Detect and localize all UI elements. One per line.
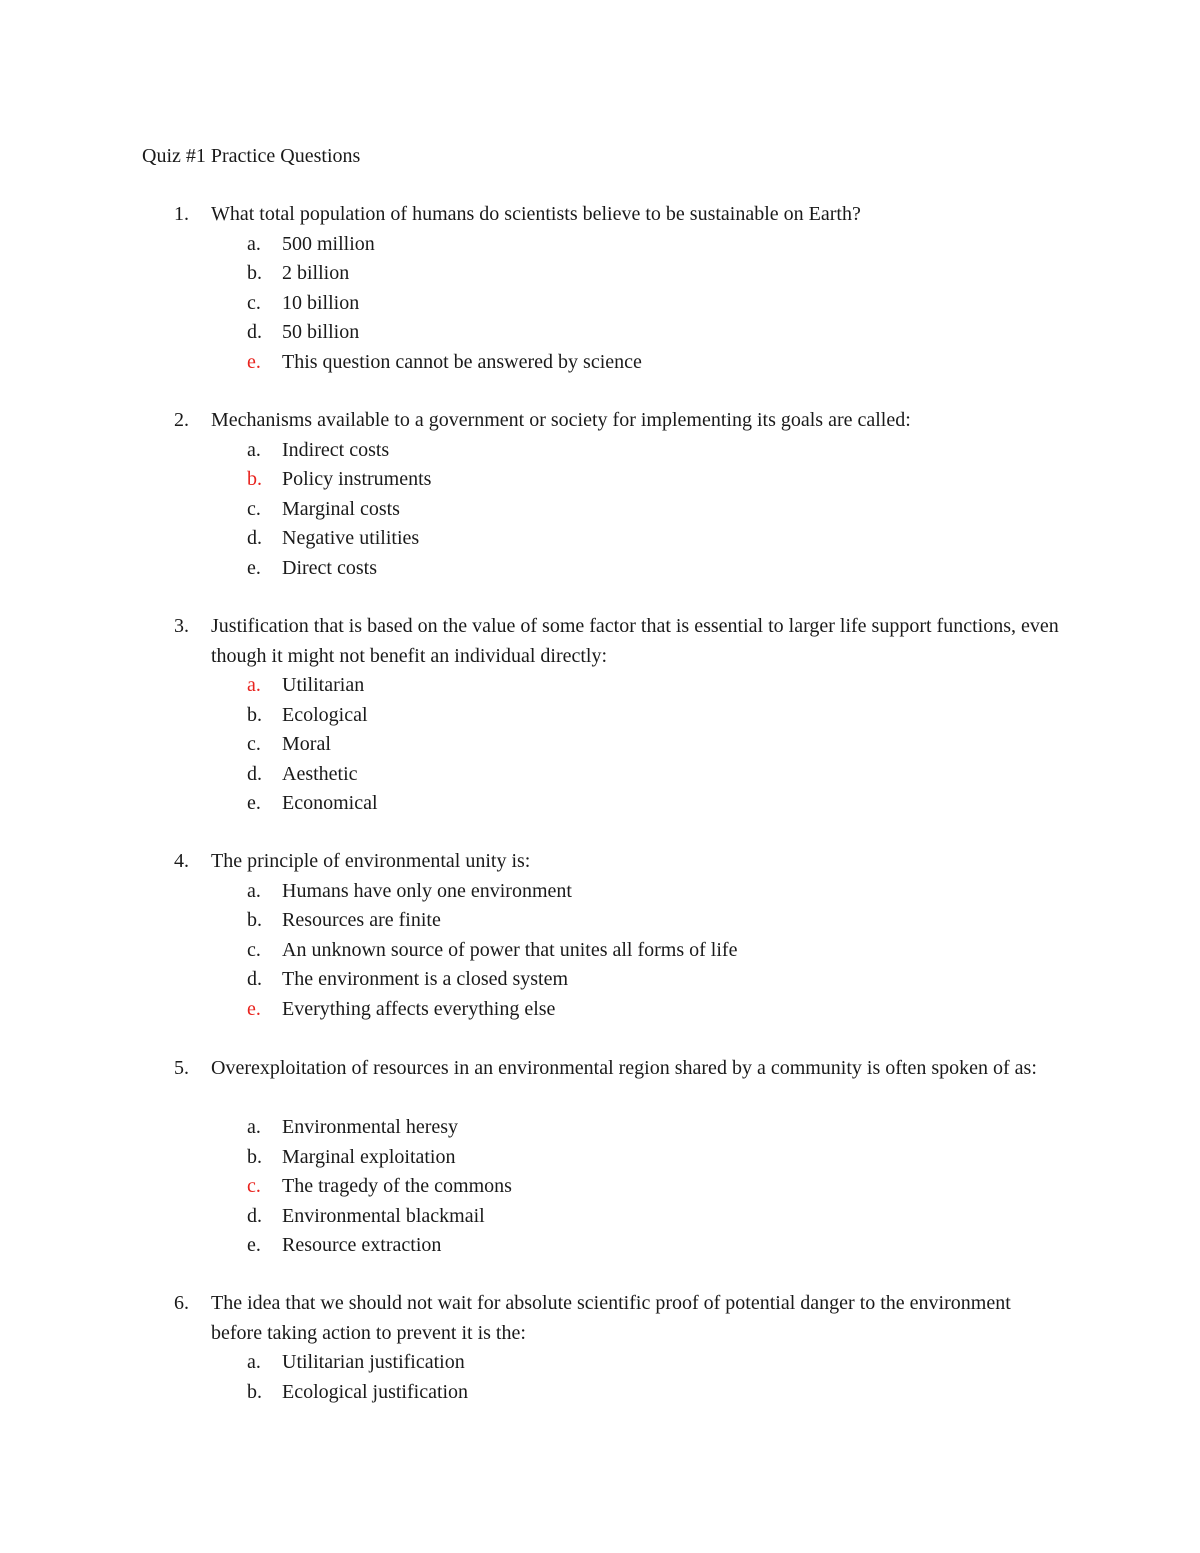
answer-option (0, 289, 1200, 319)
question-text: What total population of humans do scientists believe to be sustainable on Earth? (211, 203, 861, 225)
option-text: 2 billion (282, 262, 350, 284)
option-letter: d. (247, 762, 262, 785)
answer-option (0, 259, 1200, 289)
correct-option-letter: e. (247, 997, 261, 1020)
answer-option (0, 465, 1200, 495)
option-letter: d. (247, 968, 262, 990)
correct-option-letter: e. (247, 350, 261, 373)
answer-options (0, 877, 1200, 1025)
option-text: Utilitarian (282, 674, 365, 696)
option-text: Humans have only one environment (282, 879, 572, 902)
option-letter: c. (247, 291, 261, 314)
answer-option (0, 671, 1200, 701)
option-letter: a. (247, 879, 261, 902)
answer-option (0, 906, 1200, 936)
question-number: 5. (174, 1057, 189, 1079)
option-letter: b. (247, 703, 262, 726)
question-text: Justification that is based on the value of some factor that is essential to larger life support functions, even though it might not benefit an individual directly: (211, 615, 1059, 667)
answer-option (0, 495, 1200, 525)
option-letter: c. (247, 733, 261, 755)
answer-option (0, 730, 1200, 760)
answer-option (0, 760, 1200, 790)
answer-option (0, 230, 1200, 260)
option-letter: e. (247, 792, 261, 814)
option-text: Everything affects everything else (282, 997, 556, 1020)
question-number: 1. (174, 203, 189, 225)
option-text: Moral (282, 733, 331, 755)
option-text: An unknown source of power that unites all forms of life (282, 938, 738, 961)
question-text: The principle of environmental unity is: (211, 850, 531, 872)
answer-option (0, 877, 1200, 907)
question-number: 2. (174, 409, 189, 431)
answer-option (0, 936, 1200, 966)
answer-option (0, 789, 1200, 819)
option-text: 500 million (282, 232, 375, 255)
option-text: Environmental blackmail (282, 1204, 485, 1227)
option-text: Ecological justification (282, 1380, 469, 1403)
option-letter: d. (247, 1204, 262, 1227)
answer-option (0, 554, 1200, 584)
option-text: Aesthetic (282, 762, 358, 785)
answer-options (0, 1348, 1200, 1407)
option-letter: e. (247, 556, 261, 579)
answer-option (0, 1231, 1200, 1261)
option-letter: d. (247, 321, 262, 343)
answer-options (0, 671, 1200, 819)
option-text: Direct costs (282, 556, 377, 579)
answer-option (0, 318, 1200, 348)
option-letter: b. (247, 1145, 262, 1168)
option-letter: a. (247, 438, 261, 461)
answer-option (0, 965, 1200, 995)
question-number: 4. (174, 850, 189, 872)
answer-option (0, 1172, 1200, 1202)
option-text: Marginal costs (282, 497, 400, 520)
question-text: Overexploitation of resources in an environmental region shared by a community is often spoken of as: (211, 1057, 1037, 1079)
option-text: Ecological (282, 703, 368, 726)
option-letter: b. (247, 262, 262, 284)
option-text: Resource extraction (282, 1234, 442, 1256)
answer-options (0, 436, 1200, 584)
option-letter: c. (247, 497, 261, 520)
option-text: Marginal exploitation (282, 1145, 456, 1168)
document-title: Quiz #1 Practice Questions (142, 145, 361, 167)
option-text: This question cannot be answered by science (282, 350, 642, 373)
option-text: Environmental heresy (282, 1116, 459, 1138)
option-letter: b. (247, 909, 262, 931)
option-text: Policy instruments (282, 468, 432, 490)
option-letter: a. (247, 232, 261, 255)
answer-options (0, 230, 1200, 378)
answer-option (0, 1348, 1200, 1378)
correct-option-letter: a. (247, 674, 261, 696)
option-letter: a. (247, 1116, 261, 1138)
answer-option (0, 348, 1200, 378)
option-letter: e. (247, 1234, 261, 1256)
correct-option-letter: b. (247, 468, 262, 490)
option-text: Negative utilities (282, 527, 420, 549)
option-text: 50 billion (282, 321, 360, 343)
answer-option (0, 995, 1200, 1025)
answer-option (0, 701, 1200, 731)
answer-option (0, 1143, 1200, 1173)
answer-option (0, 1113, 1200, 1143)
option-letter: a. (247, 1351, 261, 1373)
option-text: The environment is a closed system (282, 968, 569, 990)
answer-option (0, 1202, 1200, 1232)
option-text: Resources are finite (282, 909, 441, 931)
option-text: Economical (282, 792, 378, 814)
correct-option-letter: c. (247, 1175, 261, 1197)
option-letter: d. (247, 527, 262, 549)
option-text: 10 billion (282, 291, 360, 314)
option-text: Utilitarian justification (282, 1351, 465, 1373)
option-letter: b. (247, 1380, 262, 1403)
answer-option (0, 436, 1200, 466)
question-text: The idea that we should not wait for absolute scientific proof of potential danger to the environment before taking action to prevent it is the: (211, 1292, 1011, 1344)
answer-options (0, 1113, 1200, 1261)
option-text: Indirect costs (282, 438, 390, 461)
answer-option (0, 524, 1200, 554)
option-text: The tragedy of the commons (282, 1175, 512, 1197)
option-letter: c. (247, 938, 261, 961)
answer-option (0, 1378, 1200, 1408)
question-number: 6. (174, 1292, 189, 1314)
question-text: Mechanisms available to a government or society for implementing its goals are called: (211, 409, 911, 431)
question-number: 3. (174, 615, 189, 637)
